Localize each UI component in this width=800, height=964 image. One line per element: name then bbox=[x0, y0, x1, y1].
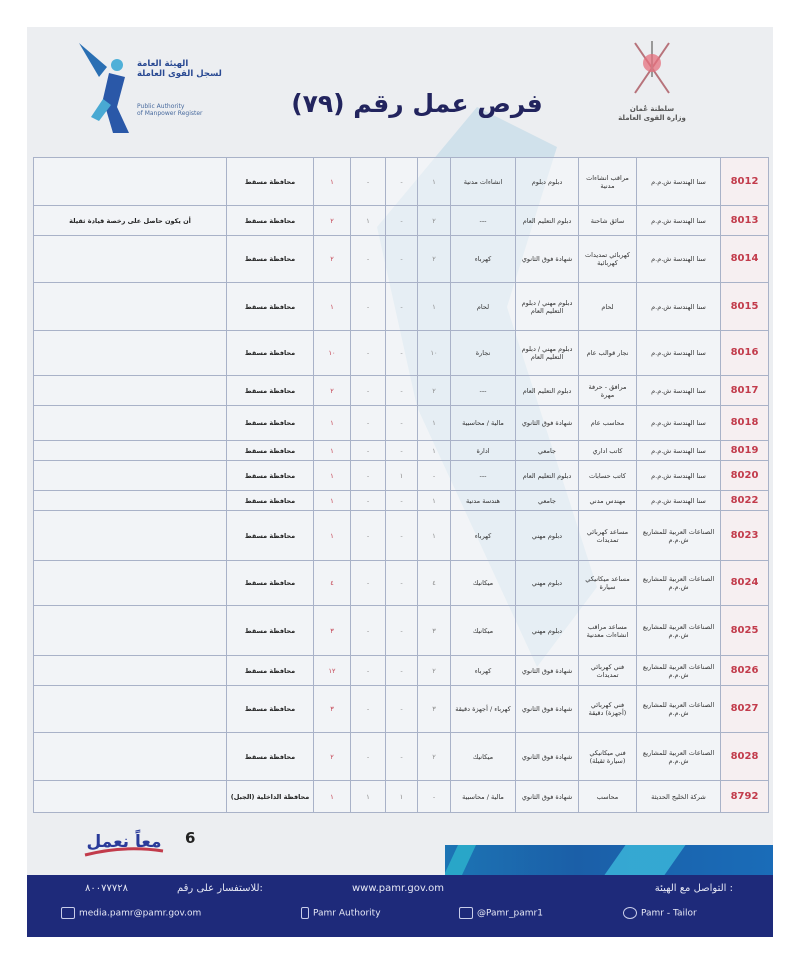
location: محافظة مسقط bbox=[227, 606, 314, 656]
specialization: ميكانيك bbox=[451, 561, 516, 606]
job-id: 8025 bbox=[721, 606, 769, 656]
table-row bbox=[34, 158, 769, 206]
job-id: 8027 bbox=[721, 686, 769, 733]
job-title: كهربائي تمديدات كهربائية bbox=[579, 236, 637, 283]
count-cell: - bbox=[386, 606, 418, 656]
job-title: لحام bbox=[579, 283, 637, 331]
specialization: كهرباء bbox=[451, 656, 516, 686]
table-row bbox=[34, 606, 769, 656]
count-cell: - bbox=[386, 733, 418, 781]
page-title: فرص عمل رقم (٧٩) bbox=[291, 89, 543, 118]
job-title: فني ميكانيكي (سيارة ثقيلة) bbox=[579, 733, 637, 781]
count-cell: - bbox=[351, 656, 386, 686]
count-cell: ٢ bbox=[418, 656, 451, 686]
job-title: كاتب اداري bbox=[579, 441, 637, 461]
count-cell: ٣ bbox=[418, 606, 451, 656]
job-title: مساعد كهربائي تمديدات bbox=[579, 511, 637, 561]
count-cell: ١ bbox=[418, 491, 451, 511]
company-name: الصناعات العربية للمشاريع ش.م.م bbox=[637, 686, 721, 733]
job-id: 8026 bbox=[721, 656, 769, 686]
total-count: ١ bbox=[314, 511, 351, 561]
table-row bbox=[34, 733, 769, 781]
qualification: دبلوم مهني / دبلوم التعليم العام bbox=[516, 283, 579, 331]
location: محافظة مسقط bbox=[227, 236, 314, 283]
company-name: سنا الهندسة ش.م.م bbox=[637, 236, 721, 283]
job-id: 8792 bbox=[721, 781, 769, 813]
notes bbox=[34, 461, 227, 491]
specialization: هندسة مدنية bbox=[451, 491, 516, 511]
table-row bbox=[34, 406, 769, 441]
company-name: سنا الهندسة ش.م.م bbox=[637, 158, 721, 206]
job-vacancies-table bbox=[33, 157, 769, 813]
email-icon bbox=[61, 907, 75, 919]
specialization: ميكانيك bbox=[451, 606, 516, 656]
specialization: مالية / محاسبية bbox=[451, 781, 516, 813]
table-row bbox=[34, 461, 769, 491]
table-row bbox=[34, 686, 769, 733]
count-cell: ١ bbox=[386, 461, 418, 491]
count-cell: ٢ bbox=[418, 376, 451, 406]
notes bbox=[34, 331, 227, 376]
specialization: --- bbox=[451, 376, 516, 406]
qualification: دبلوم مهني bbox=[516, 606, 579, 656]
company-name: سنا الهندسة ش.م.م bbox=[637, 406, 721, 441]
count-cell: - bbox=[386, 656, 418, 686]
company-name: الصناعات العربية للمشاريع ش.م.م bbox=[637, 511, 721, 561]
count-cell: - bbox=[351, 441, 386, 461]
total-count: ٢ bbox=[314, 733, 351, 781]
twitter-icon bbox=[459, 907, 473, 919]
page-number: 6 bbox=[185, 829, 196, 847]
count-cell: - bbox=[386, 376, 418, 406]
company-name: سنا الهندسة ش.م.م bbox=[637, 461, 721, 491]
company-name: سنا الهندسة ش.م.م bbox=[637, 376, 721, 406]
count-cell: ٤ bbox=[418, 561, 451, 606]
job-id: 8028 bbox=[721, 733, 769, 781]
phone-number[interactable]: ٨٠٠٧٧٧٢٨ bbox=[85, 883, 128, 894]
qualification: جامعي bbox=[516, 491, 579, 511]
count-cell: - bbox=[351, 461, 386, 491]
notes bbox=[34, 606, 227, 656]
total-count: ٤ bbox=[314, 561, 351, 606]
count-cell: - bbox=[386, 158, 418, 206]
qualification: دبلوم التعليم العام bbox=[516, 376, 579, 406]
specialization: --- bbox=[451, 206, 516, 236]
job-title: محاسب bbox=[579, 781, 637, 813]
company-name: الصناعات العربية للمشاريع ش.م.م bbox=[637, 733, 721, 781]
job-id: 8017 bbox=[721, 376, 769, 406]
qualification: دبلوم مهني bbox=[516, 561, 579, 606]
specialization: ميكانيك bbox=[451, 733, 516, 781]
count-cell: - bbox=[386, 206, 418, 236]
job-listing-page bbox=[27, 27, 773, 937]
location: محافظة مسقط bbox=[227, 331, 314, 376]
table-row bbox=[34, 236, 769, 283]
location: محافظة الداخلية (الجبل) bbox=[227, 781, 314, 813]
notes bbox=[34, 733, 227, 781]
job-title: فني كهربائي تمديدات bbox=[579, 656, 637, 686]
job-title: كاتب حسابات bbox=[579, 461, 637, 491]
count-cell: - bbox=[386, 511, 418, 561]
specialization: نجارة bbox=[451, 331, 516, 376]
table-row bbox=[34, 376, 769, 406]
count-cell: - bbox=[351, 491, 386, 511]
count-cell: - bbox=[386, 236, 418, 283]
contact-label: التواصل مع الهيئة : bbox=[654, 883, 733, 894]
location: محافظة مسقط bbox=[227, 283, 314, 331]
job-id: 8024 bbox=[721, 561, 769, 606]
email-link[interactable]: media.pamr@pamr.gov.om bbox=[79, 908, 202, 919]
total-count: ٢ bbox=[314, 206, 351, 236]
specialization: انشاءات مدنية bbox=[451, 158, 516, 206]
count-cell: ١ bbox=[351, 781, 386, 813]
job-id: 8020 bbox=[721, 461, 769, 491]
notes bbox=[34, 236, 227, 283]
job-title: مراقب انشاءات مدنية bbox=[579, 158, 637, 206]
qualification: دبلوم دبلوم bbox=[516, 158, 579, 206]
total-count: ١ bbox=[314, 461, 351, 491]
job-title: محاسب عام bbox=[579, 406, 637, 441]
total-count: ١ bbox=[314, 158, 351, 206]
table-row bbox=[34, 781, 769, 813]
specialization: لحام bbox=[451, 283, 516, 331]
count-cell: - bbox=[418, 461, 451, 491]
pamr-logo bbox=[77, 37, 257, 137]
count-cell: - bbox=[351, 283, 386, 331]
count-cell: - bbox=[386, 686, 418, 733]
page-header bbox=[27, 27, 773, 155]
count-cell: - bbox=[386, 441, 418, 461]
count-cell: ١ bbox=[418, 158, 451, 206]
count-cell: ١ bbox=[418, 511, 451, 561]
table-row bbox=[34, 656, 769, 686]
job-id: 8016 bbox=[721, 331, 769, 376]
qualification: شهادة فوق الثانوي bbox=[516, 406, 579, 441]
notes bbox=[34, 406, 227, 441]
notes bbox=[34, 561, 227, 606]
count-cell: - bbox=[386, 406, 418, 441]
company-name: شركة الخليج الحديثة bbox=[637, 781, 721, 813]
count-cell: - bbox=[351, 733, 386, 781]
total-count: ٣ bbox=[314, 686, 351, 733]
count-cell: ٣ bbox=[418, 686, 451, 733]
location: محافظة مسقط bbox=[227, 511, 314, 561]
count-cell: - bbox=[351, 376, 386, 406]
qualification: دبلوم التعليم العام bbox=[516, 461, 579, 491]
together-we-work-logo-icon bbox=[79, 825, 169, 861]
company-name: الصناعات العربية للمشاريع ش.م.م bbox=[637, 606, 721, 656]
facebook-icon bbox=[301, 907, 309, 919]
company-name: سنا الهندسة ش.م.م bbox=[637, 283, 721, 331]
table-row bbox=[34, 441, 769, 461]
specialization: مالية / محاسبية bbox=[451, 406, 516, 441]
job-id: 8015 bbox=[721, 283, 769, 331]
company-name: سنا الهندسة ش.م.م bbox=[637, 206, 721, 236]
count-cell: - bbox=[351, 606, 386, 656]
page-footer bbox=[27, 817, 773, 937]
job-title: مساعد مراقب انشاءات معدنية bbox=[579, 606, 637, 656]
notes bbox=[34, 491, 227, 511]
count-cell: ١٠ bbox=[418, 331, 451, 376]
svg-text:معاً نعمل: معاً نعمل bbox=[86, 832, 162, 852]
qualification: دبلوم مهني / دبلوم التعليم العام bbox=[516, 331, 579, 376]
location: محافظة مسقط bbox=[227, 656, 314, 686]
notes bbox=[34, 441, 227, 461]
company-name: الصناعات العربية للمشاريع ش.م.م bbox=[637, 561, 721, 606]
specialization: كهرباء / أجهزة دقيقة bbox=[451, 686, 516, 733]
job-id: 8012 bbox=[721, 158, 769, 206]
company-name: الصناعات العربية للمشاريع ش.م.م bbox=[637, 656, 721, 686]
total-count: ١٢ bbox=[314, 656, 351, 686]
decorative-stripe bbox=[445, 845, 773, 875]
location: محافظة مسقط bbox=[227, 461, 314, 491]
oman-emblem-icon bbox=[629, 37, 675, 99]
total-count: ٢ bbox=[314, 376, 351, 406]
job-title: مهندس مدني bbox=[579, 491, 637, 511]
notes: أن يكون حاصل على رخصة قيادة ثقيلة bbox=[34, 206, 227, 236]
job-id: 8023 bbox=[721, 511, 769, 561]
qualification: شهادة فوق الثانوي bbox=[516, 781, 579, 813]
location: محافظة مسقط bbox=[227, 491, 314, 511]
count-cell: ١ bbox=[386, 781, 418, 813]
specialization: كهرباء bbox=[451, 511, 516, 561]
instagram-link[interactable]: Pamr - Tailor bbox=[641, 908, 697, 919]
instagram-icon bbox=[623, 907, 637, 919]
count-cell: - bbox=[351, 561, 386, 606]
count-cell: ١ bbox=[351, 206, 386, 236]
job-id: 8022 bbox=[721, 491, 769, 511]
company-name: سنا الهندسة ش.م.م bbox=[637, 441, 721, 461]
qualification: دبلوم مهني bbox=[516, 511, 579, 561]
runner-logo-icon bbox=[77, 37, 137, 137]
table-row bbox=[34, 331, 769, 376]
notes bbox=[34, 376, 227, 406]
total-count: ١ bbox=[314, 491, 351, 511]
count-cell: ١ bbox=[418, 406, 451, 441]
count-cell: - bbox=[386, 331, 418, 376]
table-row bbox=[34, 491, 769, 511]
notes bbox=[34, 283, 227, 331]
logo-english-name: Public Authority of Manpower Register bbox=[137, 103, 203, 117]
location: محافظة مسقط bbox=[227, 561, 314, 606]
job-id: 8014 bbox=[721, 236, 769, 283]
specialization: ادارة bbox=[451, 441, 516, 461]
location: محافظة مسقط bbox=[227, 686, 314, 733]
company-name: سنا الهندسة ش.م.م bbox=[637, 331, 721, 376]
notes bbox=[34, 158, 227, 206]
job-id: 8019 bbox=[721, 441, 769, 461]
count-cell: ٢ bbox=[418, 733, 451, 781]
total-count: ١ bbox=[314, 406, 351, 441]
notes bbox=[34, 511, 227, 561]
job-title: مرافق - حرفة مهرة bbox=[579, 376, 637, 406]
job-id: 8018 bbox=[721, 406, 769, 441]
website-link[interactable]: www.pamr.gov.om bbox=[352, 883, 445, 894]
count-cell: - bbox=[418, 781, 451, 813]
total-count: ١ bbox=[314, 441, 351, 461]
count-cell: - bbox=[386, 561, 418, 606]
location: محافظة مسقط bbox=[227, 406, 314, 441]
specialization: كهرباء bbox=[451, 236, 516, 283]
job-title: نجار قوالب عام bbox=[579, 331, 637, 376]
count-cell: ٢ bbox=[418, 236, 451, 283]
company-name: سنا الهندسة ش.م.م bbox=[637, 491, 721, 511]
count-cell: - bbox=[386, 491, 418, 511]
location: محافظة مسقط bbox=[227, 733, 314, 781]
location: محافظة مسقط bbox=[227, 158, 314, 206]
total-count: ٢ bbox=[314, 236, 351, 283]
count-cell: - bbox=[351, 406, 386, 441]
job-title: فني كهربائي (أجهزة) دقيقة bbox=[579, 686, 637, 733]
notes bbox=[34, 656, 227, 686]
location: محافظة مسقط bbox=[227, 441, 314, 461]
count-cell: - bbox=[351, 331, 386, 376]
notes bbox=[34, 686, 227, 733]
logo-arabic-name: الهيئة العامة لسجل القوى العاملة bbox=[137, 59, 222, 79]
location: محافظة مسقط bbox=[227, 376, 314, 406]
qualification: جامعي bbox=[516, 441, 579, 461]
specialization: --- bbox=[451, 461, 516, 491]
count-cell: ١ bbox=[418, 441, 451, 461]
notes bbox=[34, 781, 227, 813]
table-row bbox=[34, 511, 769, 561]
table-row bbox=[34, 283, 769, 331]
count-cell: - bbox=[351, 686, 386, 733]
count-cell: - bbox=[351, 158, 386, 206]
count-cell: - bbox=[351, 236, 386, 283]
total-count: ٣ bbox=[314, 606, 351, 656]
job-id: 8013 bbox=[721, 206, 769, 236]
table-row bbox=[34, 561, 769, 606]
qualification: شهادة فوق الثانوي bbox=[516, 686, 579, 733]
ministry-logo bbox=[617, 37, 687, 137]
qualification: دبلوم التعليم العام bbox=[516, 206, 579, 236]
inquiry-label: للاستفسار على رقم: bbox=[177, 883, 263, 894]
qualification: شهادة فوق الثانوي bbox=[516, 733, 579, 781]
count-cell: ١ bbox=[418, 283, 451, 331]
count-cell: ٢ bbox=[418, 206, 451, 236]
total-count: ١٠ bbox=[314, 331, 351, 376]
total-count: ١ bbox=[314, 283, 351, 331]
location: محافظة مسقط bbox=[227, 206, 314, 236]
count-cell: - bbox=[351, 511, 386, 561]
contact-bar bbox=[27, 875, 773, 937]
job-title: سائق شاحنة bbox=[579, 206, 637, 236]
total-count: ١ bbox=[314, 781, 351, 813]
qualification: شهادة فوق الثانوي bbox=[516, 656, 579, 686]
ministry-caption: سلطنة عُمان وزارة القوى العاملة bbox=[618, 105, 686, 122]
qualification: شهادة فوق الثانوي bbox=[516, 236, 579, 283]
facebook-link[interactable]: Pamr Authority bbox=[313, 908, 381, 919]
job-title: مساعد ميكانيكي سيارة bbox=[579, 561, 637, 606]
count-cell: - bbox=[386, 283, 418, 331]
table-row bbox=[34, 206, 769, 236]
twitter-link[interactable]: @Pamr_pamr1 bbox=[477, 908, 543, 919]
